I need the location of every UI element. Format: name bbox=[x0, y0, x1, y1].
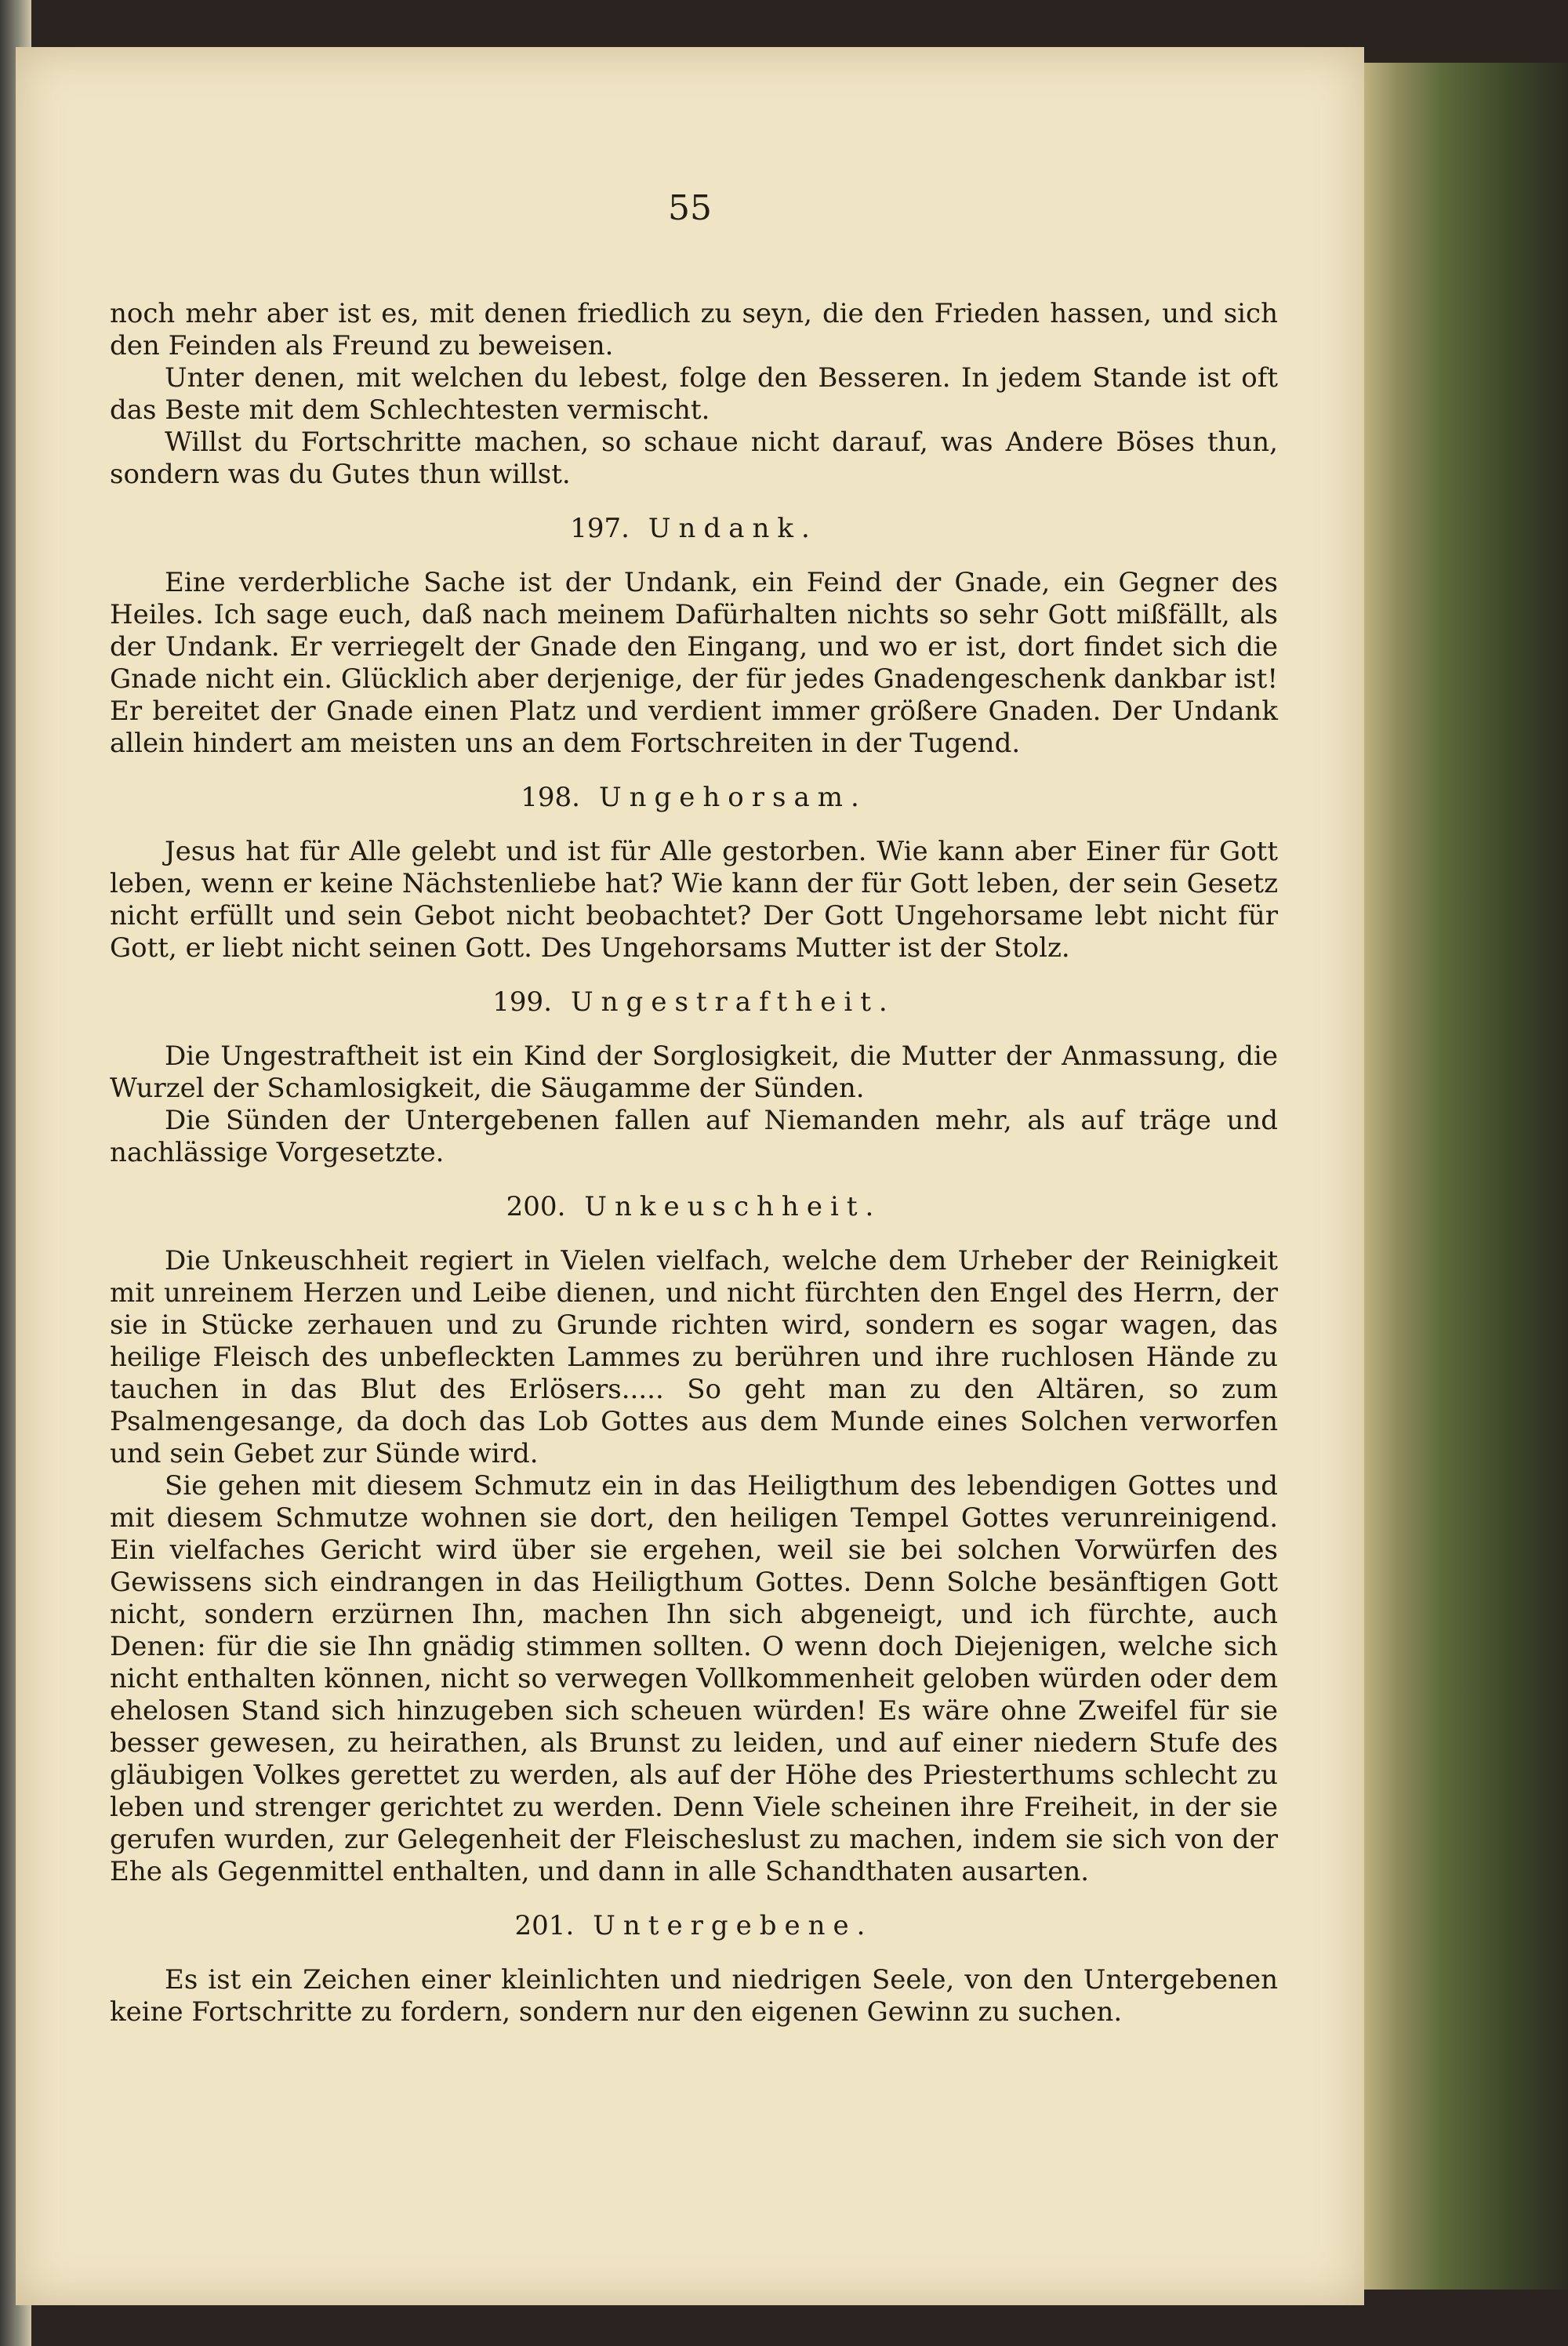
book-page-edges bbox=[1356, 63, 1568, 2290]
section-number: 199. bbox=[492, 986, 552, 1018]
section-heading bbox=[110, 782, 1278, 814]
paragraph: Sie gehen mit diesem Schmutz ein in das Heiligthum des lebendigen Gottes und mit diesem Schmutze wohnen sie dort, den heiligen Tempel Gottes verunreinigend. Ein vielfaches Gericht wird über sie ergehen, weil sie bei solchen Vorwürfen des Gewissens sich eindrangen in das Heiligthum Gottes. Denn Solche besänftigen Gott nicht, sondern erzürnen Ihn, machen Ihn sich abgeneigt, und ich fürchte, auch Denen: für die sie Ihn gnädig stimmen sollten. O wenn doch Diejenigen, welche sich nicht enthalten können, nicht so verwegen Vollkommenheit geloben würden oder dem ehelosen Stand sich hinzugeben sich scheuen würden! Es wäre ohne Zweifel für sie besser gewesen, zu heirathen, als Brunst zu leiden, und auf einer niedern Stufe des gläubigen Volkes gerettet zu werden, als auf der Höhe des Priesterthums schlecht zu leben und strenger gerichtet zu werden. Denn Viele scheinen ihre Freiheit, in der sie gerufen wurden, zur Gelegenheit der Fleischeslust zu machen, indem sie sich von der Ehe als Gegenmittel enthalten, und dann in alle Schandthaten ausarten. bbox=[110, 1470, 1278, 1887]
section-title: Undank. bbox=[648, 513, 818, 544]
paragraph: Die Unkeuschheit regiert in Vielen vielfach, welche dem Urheber der Reinigkeit mit unreinem Herzen und Leibe dienen, und nicht fürchten den Engel des Herrn, der sie in Stücke zerhauen und zu Grunde richten wird, sondern es sogar wagen, das heilige Fleisch des unbefleckten Lammes zu berühren und ihre ruchlosen Hände zu tauchen in das Blut des Erlösers..... So geht man zu den Altären, so zum Psalmengesange, da doch das Lob Gottes aus dem Munde eines Solchen verworfen und sein Gebet zur Sünde wird. bbox=[110, 1245, 1278, 1469]
section-number: 198. bbox=[521, 782, 580, 813]
section-heading bbox=[110, 1910, 1278, 1942]
section-heading bbox=[110, 1191, 1278, 1223]
paragraph: Jesus hat für Alle gelebt und ist für Alle gestorben. Wie kann aber Einer für Gott leben, wenn er keine Nächstenliebe hat? Wie kann der für Gott leben, der sein Gesetz nicht erfüllt und sein Gebot nicht beobachtet? Der Gott Ungehorsame lebt nicht für Gott, er liebt nicht seinen Gott. Des Ungehorsams Mutter ist der Stolz. bbox=[110, 836, 1278, 964]
page-number: 55 bbox=[668, 188, 712, 228]
section-number: 201. bbox=[514, 1910, 575, 1941]
section-title: Untergebene. bbox=[593, 1910, 873, 1941]
section-title: Ungestraftheit. bbox=[571, 986, 895, 1018]
paragraph: Eine verderbliche Sache ist der Undank, ein Feind der Gnade, ein Gegner des Heiles. Ich sage euch, daß nach meinem Dafürhalten nichts so sehr Gott mißfällt, als der Undank. Er verriegelt der Gnade den Eingang, und wo er ist, dort findet sich die Gnade nicht ein. Glücklich aber derjenige, der für jedes Gnadengeschenk dankbar ist! Er bereitet der Gnade einen Platz und verdient immer größere Gnaden. Der Undank allein hindert am meisten uns an dem Fortschreiten in der Tugend. bbox=[110, 567, 1278, 759]
paragraph: Die Ungestraftheit ist ein Kind der Sorglosigkeit, die Mutter der Anmassung, die Wurzel der Schamlosigkeit, die Säugamme der Sünden. bbox=[110, 1040, 1278, 1104]
paragraph: Unter denen, mit welchen du lebest, folge den Besseren. In jedem Stande ist oft das Beste mit dem Schlechtesten vermischt. bbox=[110, 362, 1278, 426]
book-page bbox=[16, 47, 1364, 2305]
section-heading bbox=[110, 513, 1278, 545]
paragraph: Die Sünden der Untergebenen fallen auf Niemanden mehr, als auf träge und nachlässige Vorgesetzte. bbox=[110, 1105, 1278, 1168]
section-title: Unkeuschheit. bbox=[584, 1191, 882, 1222]
section-title: Ungehorsam. bbox=[598, 782, 867, 813]
paragraph: Es ist ein Zeichen einer kleinlichten und niedrigen Seele, von den Untergebenen keine Fortschritte zu fordern, sondern nur den eigenen Gewinn zu suchen. bbox=[110, 1964, 1278, 2028]
section-number: 200. bbox=[506, 1191, 566, 1222]
paragraph: Willst du Fortschritte machen, so schaue nicht darauf, was Andere Böses thun, sondern was du Gutes thun willst. bbox=[110, 427, 1278, 490]
section-number: 197. bbox=[570, 513, 630, 544]
page-content bbox=[110, 298, 1278, 2028]
section-heading bbox=[110, 986, 1278, 1019]
paragraph: noch mehr aber ist es, mit denen friedlich zu seyn, die den Frieden hassen, und sich den Feinden als Freund zu beweisen. bbox=[110, 298, 1278, 361]
